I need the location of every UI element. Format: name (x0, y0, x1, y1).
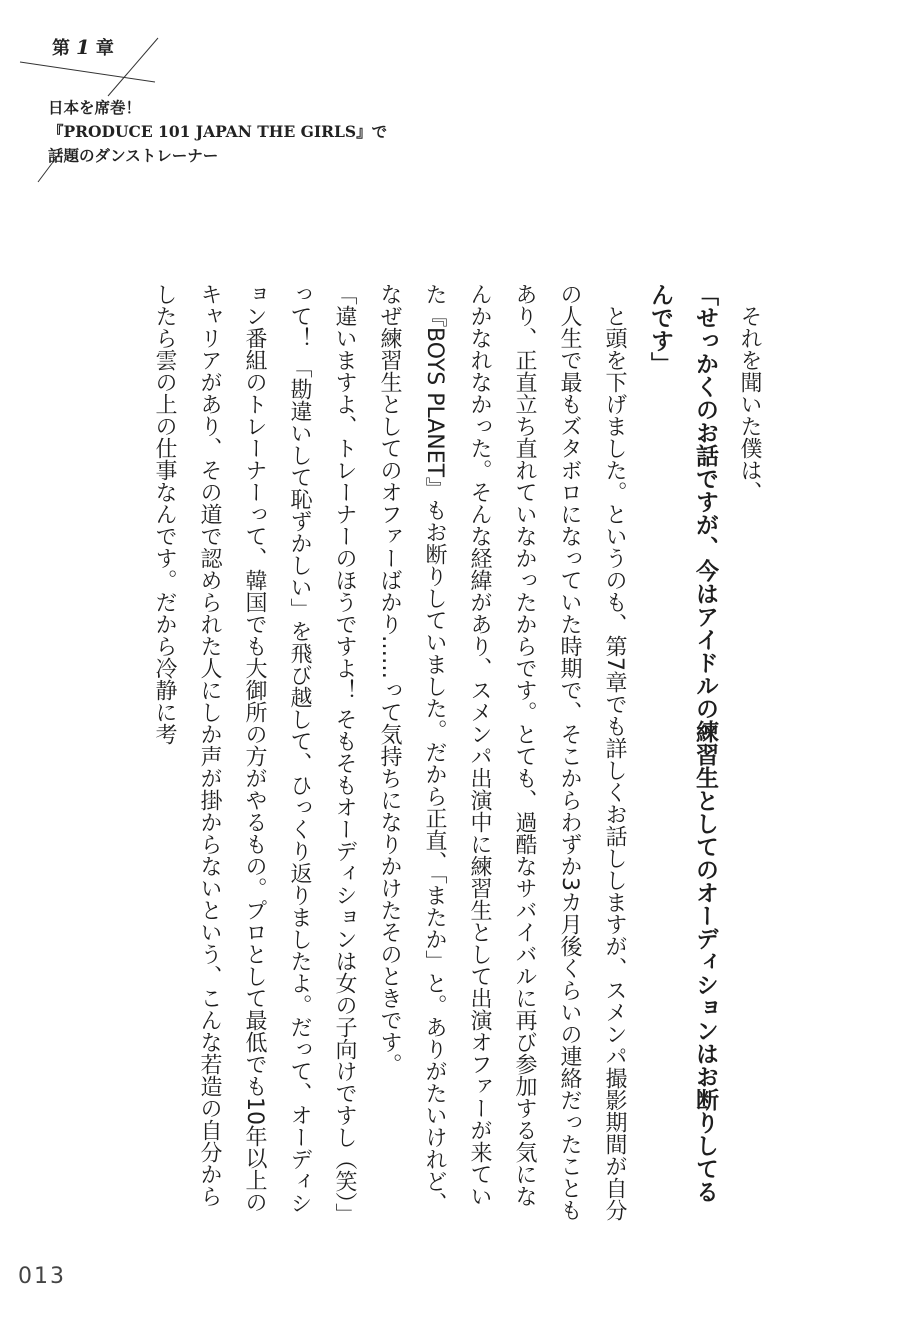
chapter-heading (48, 96, 388, 168)
chapter-label (52, 34, 116, 60)
body-text (132, 283, 772, 1223)
chapter-label-suffix: 章 (95, 38, 116, 59)
chapter-number: 1 (76, 35, 92, 59)
chapter-heading-line: 日本を席巻！ (48, 98, 142, 117)
body-paragraph: 「違いますよ、トレーナーのほうですよ！ そもそもオーディションは女の子向けですし（笑）」って！ 「勘違いして恥ずかしい」を飛び越して、ひっくり返りましたよ。だって、オーディション番組のトレーナーって、韓国でも大御所の方がやるもの。プロとして最低でも10年以上のキャリアがあり、その道で認められた人にしか声が掛からないという、こんな若造の自分からしたら雲の上の仕事なんです。だから冷静に考 (152, 283, 357, 1214)
body-paragraph: と頭を下げました。というのも、第7章でも詳しくお話ししますが、スメンパ撮影期間が自分の人生で最もズタボロになっていた時期で、そこからわずか3カ月後くらいの連絡だったこともあり、正直立ち直れていなかったからです。とても、過酷なサバイバルに再び参加する気になんかなれなかった。そんな経緯があり、スメンパ出演中に練習生として出演オファーが来ていた『BOYS PLANET』もお断りしていました。だから正直、「またか」と。ありがたいけれど、なぜ練習生としてのオファーばかり……って気持ちになりかけたそのときです。 (377, 283, 627, 1221)
page-number: 013 (18, 1264, 66, 1289)
chapter-label-prefix: 第 (52, 38, 72, 59)
chapter-heading-line: 『PRODUCE 101 JAPAN THE GIRLS』で (48, 122, 388, 141)
chapter-heading-line: 話題のダンストレーナー (48, 146, 219, 165)
body-quote: 「せっかくのお話ですが、今はアイドルの練習生としてのオーディションはお断りしてるんです」 (647, 283, 718, 1203)
body-paragraph: それを聞いた僕は、 (737, 305, 762, 503)
